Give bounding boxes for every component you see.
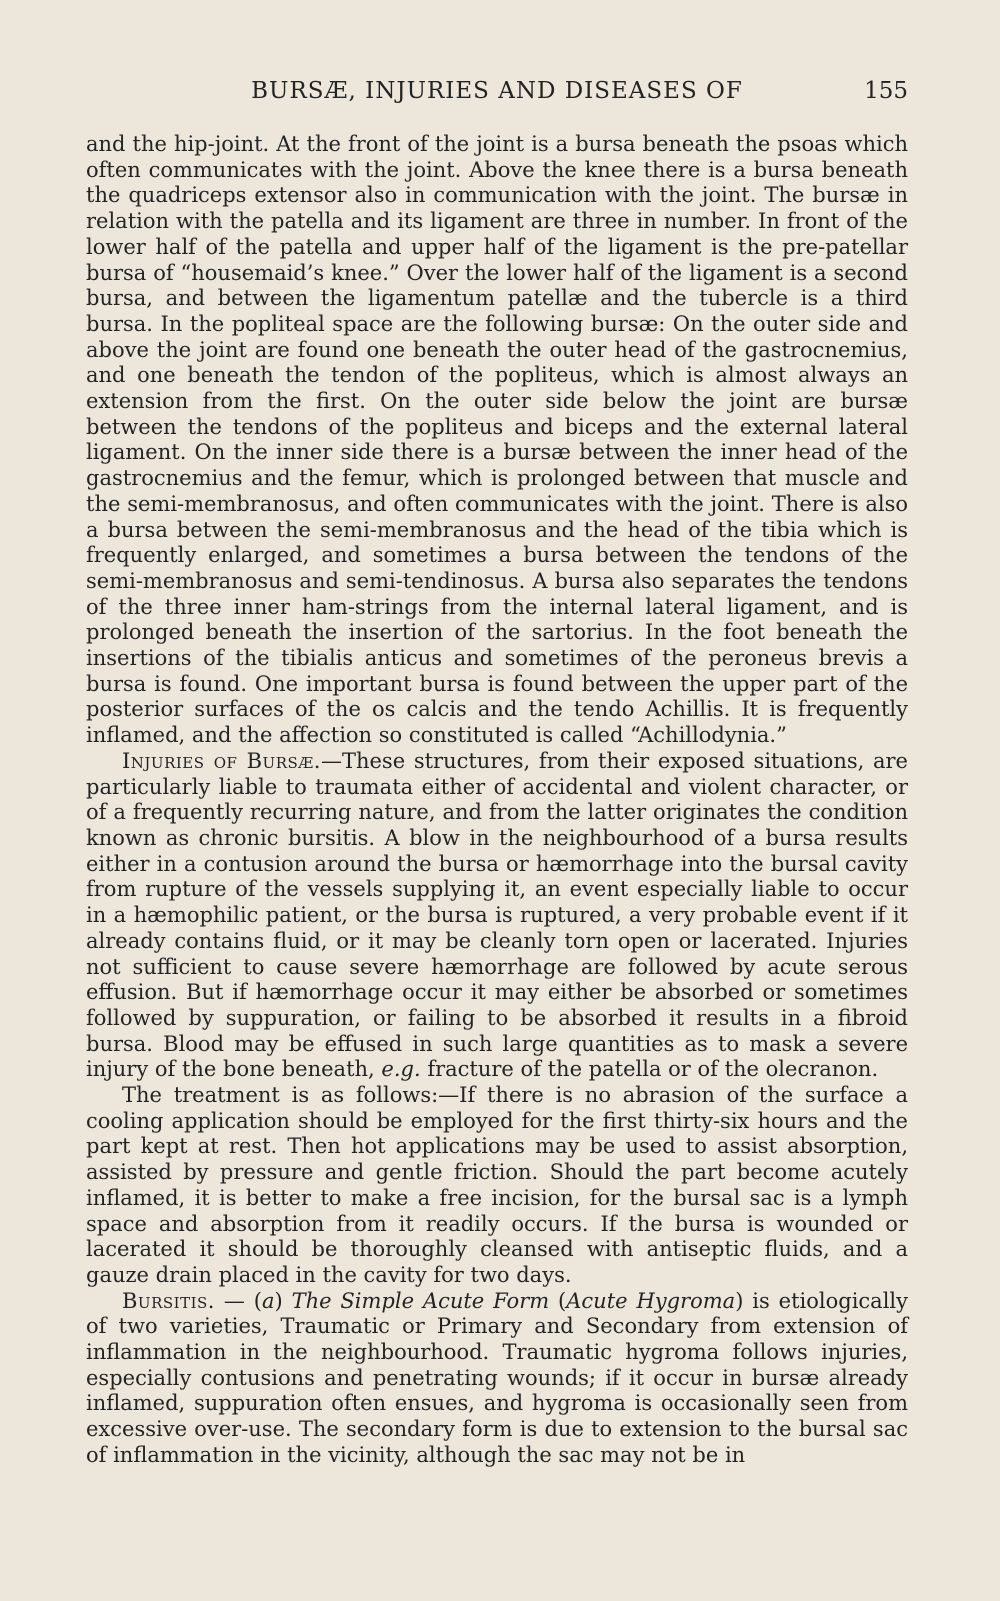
bursitis-paren-open: ( — [549, 1288, 567, 1313]
bursitis-simple-acute-form: The Simple Acute Form — [291, 1288, 550, 1313]
paragraph-bursitis — [86, 1289, 908, 1469]
section-heading-injuries: Injuries of Bursæ. — [122, 748, 321, 773]
page-number: 155 — [864, 78, 908, 104]
section-heading-bursitis: Bursitis. — [122, 1288, 215, 1313]
bursitis-close: ) — [274, 1288, 292, 1313]
eg-abbreviation: e.g. — [381, 1057, 421, 1082]
running-head — [86, 78, 908, 108]
bursitis-acute-hygroma: Acute Hygroma — [566, 1288, 736, 1313]
paragraph-treatment: The treatment is as follows:—If there is no abrasion of the surface a cooling application should be employed for the first thirty-six hours and the part kept at rest. Then hot applications may be used to assist absorption, assisted by pressure and gentle friction. Should the part become acutely inflamed, it is better to make a free incision, for the bursal sac is a lymph space and absorption from it readily occurs. If the bursa is wounded or lacerated it should be thoroughly cleansed with antiseptic fluids, and a gauze drain placed in the cavity for two days. — [86, 1083, 908, 1287]
bursitis-text: ) is etiologically of two varieties, Traumatic or Primary and Secondary from extension of inflammation in the neighbourhood. Traumatic hygroma follows injuries, especially contusions and penetrating wounds; if it occur in bursæ already inflamed, suppuration often ensues, and hygroma is occasionally seen from excessive over-use. The secondary form is due to extension to the bursal sac of inflammation in the vicinity, although the sac may not be in — [86, 1288, 908, 1467]
paragraph-injuries-of-bursae — [86, 749, 908, 1083]
injuries-text-end: fracture of the patella or of the olecranon. — [427, 1057, 879, 1082]
bursitis-letter: a — [261, 1288, 275, 1313]
bursitis-dash: — ( — [214, 1288, 262, 1313]
paragraph-bursae-knee-foot: and the hip-joint. At the front of the joint is a bursa beneath the psoas which often communicates with the joint. Above the knee there is a bursa beneath the quadriceps extensor also in communication with the joint. The bursæ in relation with the patella and its ligament are three in number. In front of the lower half of the patella and upper half of the ligament is the pre-patellar bursa of “housemaid’s knee.” Over the lower half of the ligament is a second bursa, and between the ligamentum patellæ and the tubercle is a third bursa. In the popliteal space are the following bursæ: On the outer side and above the joint are found one beneath the outer head of the gastrocnemius, and one beneath the tendon of the popliteus, which is almost always an extension from the first. On the outer side below the joint are bursæ between the tendons of the popliteus and biceps and the external lateral ligament. On the inner side there is a bursæ between the inner head of the gastrocnemius and the femur, which is prolonged between that muscle and the semi-membranosus, and often communicates with the joint. There is also a bursa between the semi-membranosus and the head of the tibia which is frequently enlarged, and sometimes a bursa between the tendons of the semi-membranosus and semi-tendinosus. A bursa also separates the tendons of the three inner ham-strings from the internal lateral ligament, and is prolonged beneath the insertion of the sartorius. In the foot beneath the insertions of the tibialis anticus and sometimes of the peroneus brevis a bursa is found. One important bursa is found between the upper part of the posterior surfaces of the os calcis and the tendo Achillis. It is frequently inflamed, and the affection so constituted is called “Achillodynia.” — [86, 132, 908, 748]
body-text — [86, 132, 908, 1469]
running-title: BURSÆ, INJURIES AND DISEASES OF — [251, 78, 743, 104]
injuries-text: —These structures, from their exposed situations, are particularly liable to traumata either of accidental and violent character, or of a frequently recurring nature, and from the latter originates the condition known as chronic bursitis. A blow in the neighbourhood of a bursa results either in a contusion around the bursa or hæmorrhage into the bursal cavity from rupture of the vessels supplying it, an event especially liable to occur in a hæmophilic patient, or the bursa is ruptured, a very probable event if it already contains fluid, or it may be cleanly torn open or lacerated. Injuries not sufficient to cause severe hæmorrhage are followed by acute serous effusion. But if hæmorrhage occur it may either be absorbed or sometimes followed by suppuration, or failing to be absorbed it results in a fibroid bursa. Blood may be effused in such large quantities as to mask a severe injury of the bone beneath, — [86, 748, 908, 1082]
